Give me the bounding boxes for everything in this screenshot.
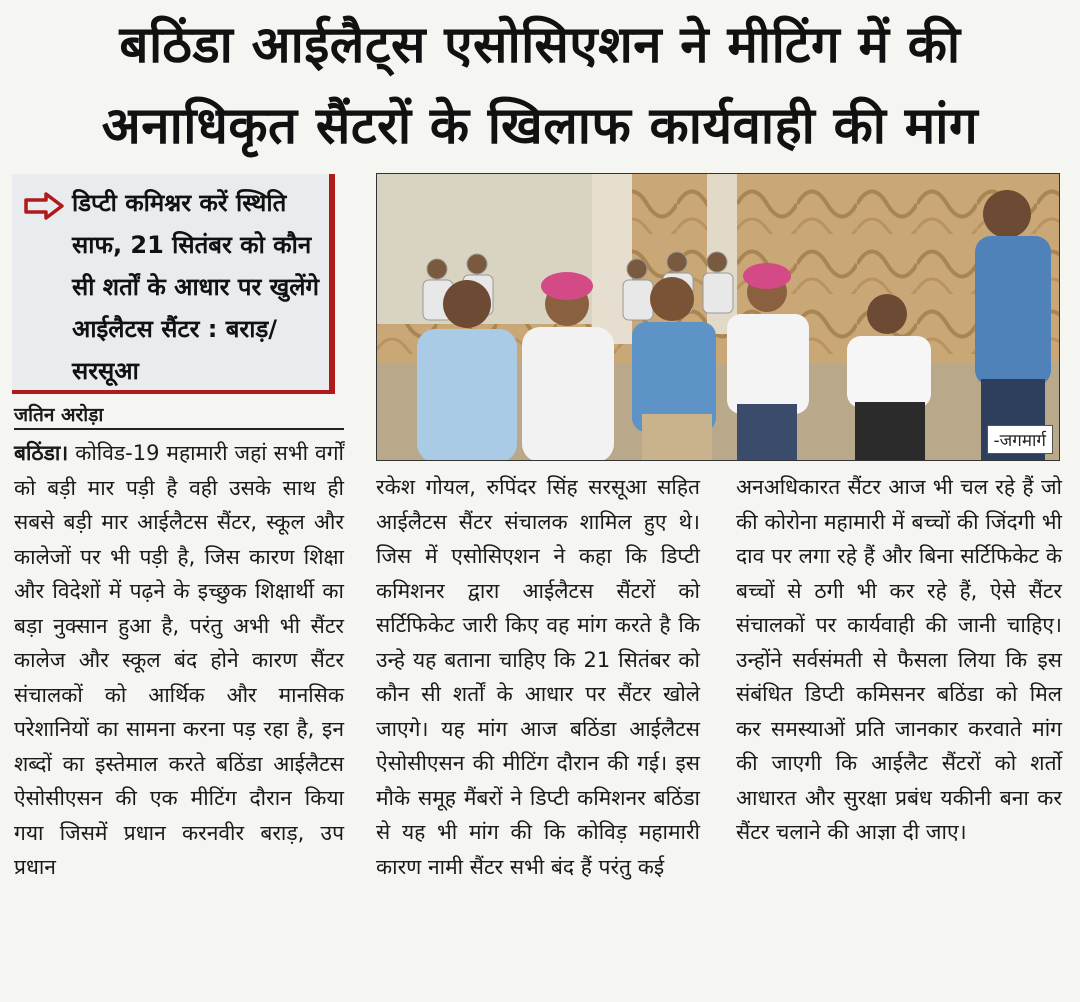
headline-line-2: अनाधिकृत सैंटरों के खिलाफ कार्यवाही की मांग [101, 97, 979, 156]
article-column-3 [736, 470, 1062, 850]
meeting-photo [376, 173, 1060, 461]
column-3-text: अनअधिकारत सैंटर आज भी चल रहे हैं जो की कोरोना महामारी में बच्चों की जिंदगी भी दाव पर लगा रहे हैं और बिना सर्टिफिकेट के बच्चों से ठगी भी कर रहे हैं, ऐसे सैंटर संचालकों पर कार्यवाही की जानी चाहिए। उन्होंने सर्वसंमती से फैसला लिया कि इस संबंधित डिप्टी कमिसनर बठिंडा को मिल कर समस्याओं प्रति जानकार करवाते मांग की जाएगी कि आईलैट सैंटरों को शर्तो आधारत और सुरक्षा प्रबंध यकीनी बना कर सैंटर चलाने की आज्ञा दी जाए। [736, 475, 1062, 844]
arrow-right-icon [24, 192, 64, 220]
dateline: बठिंडा। [14, 441, 69, 465]
article-column-2 [376, 470, 700, 884]
meeting-photo-illustration [377, 174, 1060, 461]
callout-text: डिप्टी कमिश्नर करें स्थिति साफ, 21 सितंबर को कौन सी शर्तों के आधार पर खुलेंगे आईलैटस सैंटर : बराड़/ सरसूआ [72, 189, 320, 385]
article-column-1 [14, 436, 344, 885]
photo-credit: -जगमार्ग [987, 425, 1053, 454]
column-1-text: कोविड-19 महामारी जहां सभी वर्गों को बड़ी मार पड़ी है वही उसके साथ ही सबसे बड़ी मार आईलैटस सैंटर, स्कूल और कालेजों पर भी पड़ी है, जिस कारण शिक्षा और विदेशों में पढ़ने के इच्छुक शिक्षार्थी का बड़ा नुक्सान हुआ है, परंतु अभी भी सैंटर कालेज और स्कूल बंद होने कारण सैंटर संचालकों को आर्थिक और मानसिक परेशानियों का सामना करना पड़ रहा है, इन शब्दों का इस्तेमाल करते बठिंडा आईलैटस ऐसोसीएसन की एक मीटिंग दौरान किया गया जिसमें प्रधान करनवीर बराड़, उप प्रधान [14, 441, 344, 879]
headline-line-1: बठिंडा आईलैट्स एसोसिएशन ने मीटिंग में की [119, 16, 961, 75]
column-2-text: रकेश गोयल, रुपिंदर सिंह सरसूआ सहित आईलैटस सैंटर संचालक शामिल हुए थे। जिस में एसोसिएशन ने कहा कि डिप्टी कमिशनर द्वारा आईलैटस सैंटरों को सर्टिफिकेट जारी किए वह मांग करते है कि उन्हे यह बताना चाहिए कि 21 सितंबर को कौन सी शर्तों के आधार पर सैंटर खोले जाएगे। यह मांग आज बठिंडा आईलैटस ऐसोसीएसन की मीटिंग दौरान की गई। इस मौके समूह मैंबरों ने डिप्टी कमिशनर बठिंडा से यह भी मांग की कि कोविड़ महामारी कारण नामी सैंटर सभी बंद हैं परंतु कई [376, 475, 700, 879]
byline: जतिन अरोड़ा [14, 402, 344, 430]
callout-box [12, 174, 335, 394]
